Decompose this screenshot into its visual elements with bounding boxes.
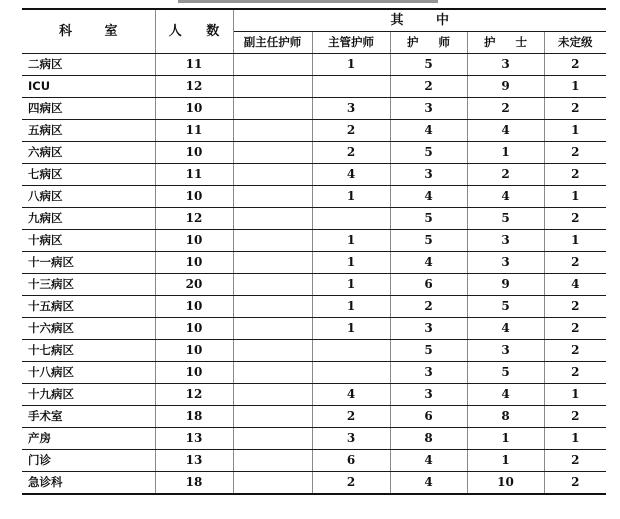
header-unrated: 未定级 — [544, 32, 606, 54]
cell-supervisor: 3 — [312, 98, 390, 120]
cell-dept: 十三病区 — [22, 274, 155, 296]
cell-count: 11 — [155, 120, 233, 142]
cell-unrated: 4 — [544, 274, 606, 296]
cell-deputy-chief — [233, 384, 312, 406]
cell-unrated: 2 — [544, 142, 606, 164]
cell-nurse: 4 — [467, 186, 544, 208]
table-row — [22, 120, 606, 142]
cell-nurse: 9 — [467, 76, 544, 98]
cell-unrated: 2 — [544, 252, 606, 274]
cell-dept: 二病区 — [22, 54, 155, 76]
cell-count: 10 — [155, 142, 233, 164]
cell-supervisor: 1 — [312, 318, 390, 340]
cell-supervisor: 1 — [312, 186, 390, 208]
table-row — [22, 384, 606, 406]
table-row — [22, 274, 606, 296]
cell-unrated: 2 — [544, 98, 606, 120]
cell-dept: 手术室 — [22, 406, 155, 428]
cell-supervisor: 1 — [312, 274, 390, 296]
table-row — [22, 296, 606, 318]
cell-nurse-practitioner: 4 — [390, 120, 467, 142]
cell-deputy-chief — [233, 274, 312, 296]
cell-dept: 十七病区 — [22, 340, 155, 362]
cell-deputy-chief — [233, 164, 312, 186]
header-nurse: 护 士 — [467, 32, 544, 54]
cell-unrated: 2 — [544, 164, 606, 186]
cell-nurse-practitioner: 5 — [390, 142, 467, 164]
cell-supervisor — [312, 76, 390, 98]
cell-nurse: 1 — [467, 428, 544, 450]
table-header — [22, 9, 606, 54]
cell-unrated: 2 — [544, 296, 606, 318]
cell-nurse: 4 — [467, 120, 544, 142]
header-dept: 科 室 — [22, 9, 155, 54]
cell-nurse-practitioner: 5 — [390, 230, 467, 252]
cell-count: 11 — [155, 164, 233, 186]
cell-nurse-practitioner: 3 — [390, 318, 467, 340]
cell-unrated: 2 — [544, 362, 606, 384]
cell-dept: 十六病区 — [22, 318, 155, 340]
cell-count: 12 — [155, 384, 233, 406]
cell-nurse-practitioner: 3 — [390, 362, 467, 384]
table-row — [22, 406, 606, 428]
cell-nurse: 8 — [467, 406, 544, 428]
cell-dept: 门诊 — [22, 450, 155, 472]
cell-count: 12 — [155, 76, 233, 98]
cell-unrated: 2 — [544, 472, 606, 495]
cell-count: 10 — [155, 318, 233, 340]
cell-count: 10 — [155, 362, 233, 384]
cell-deputy-chief — [233, 230, 312, 252]
cell-deputy-chief — [233, 120, 312, 142]
cell-deputy-chief — [233, 340, 312, 362]
table-row — [22, 164, 606, 186]
cell-deputy-chief — [233, 362, 312, 384]
cell-nurse-practitioner: 4 — [390, 450, 467, 472]
cell-dept: 八病区 — [22, 186, 155, 208]
cell-unrated: 2 — [544, 54, 606, 76]
cell-nurse: 2 — [467, 164, 544, 186]
cell-supervisor: 2 — [312, 472, 390, 495]
cell-unrated: 1 — [544, 428, 606, 450]
cell-count: 10 — [155, 252, 233, 274]
table-row — [22, 428, 606, 450]
cell-unrated: 1 — [544, 76, 606, 98]
cell-supervisor — [312, 362, 390, 384]
cell-nurse-practitioner: 4 — [390, 186, 467, 208]
table-row — [22, 362, 606, 384]
table-body — [22, 54, 606, 495]
cell-supervisor: 1 — [312, 230, 390, 252]
cell-count: 10 — [155, 340, 233, 362]
cell-nurse-practitioner: 5 — [390, 54, 467, 76]
header-supervisor: 主管护师 — [312, 32, 390, 54]
cell-nurse-practitioner: 6 — [390, 406, 467, 428]
cell-supervisor: 2 — [312, 120, 390, 142]
cell-nurse: 5 — [467, 296, 544, 318]
cell-dept: 十五病区 — [22, 296, 155, 318]
cell-nurse-practitioner: 3 — [390, 384, 467, 406]
cell-unrated: 2 — [544, 318, 606, 340]
cell-dept: 七病区 — [22, 164, 155, 186]
cell-nurse: 4 — [467, 318, 544, 340]
cell-nurse: 5 — [467, 208, 544, 230]
cell-supervisor — [312, 340, 390, 362]
table-row — [22, 54, 606, 76]
cell-supervisor: 2 — [312, 406, 390, 428]
cell-unrated: 2 — [544, 450, 606, 472]
table-row — [22, 318, 606, 340]
cell-deputy-chief — [233, 318, 312, 340]
cell-nurse-practitioner: 4 — [390, 252, 467, 274]
cell-nurse-practitioner: 2 — [390, 296, 467, 318]
cell-dept: 急诊科 — [22, 472, 155, 495]
cell-nurse-practitioner: 5 — [390, 208, 467, 230]
cell-supervisor — [312, 208, 390, 230]
cell-nurse-practitioner: 5 — [390, 340, 467, 362]
cell-dept: 十病区 — [22, 230, 155, 252]
cell-unrated: 1 — [544, 230, 606, 252]
cell-count: 13 — [155, 428, 233, 450]
cell-nurse-practitioner: 4 — [390, 472, 467, 495]
cell-supervisor: 1 — [312, 296, 390, 318]
cell-deputy-chief — [233, 54, 312, 76]
cell-dept: 四病区 — [22, 98, 155, 120]
cell-supervisor: 3 — [312, 428, 390, 450]
table-row — [22, 230, 606, 252]
cell-count: 10 — [155, 98, 233, 120]
table-row — [22, 472, 606, 495]
cell-nurse: 5 — [467, 362, 544, 384]
cropped-caption-strip — [178, 0, 438, 3]
nursing-staff-table — [22, 8, 606, 495]
cell-nurse: 9 — [467, 274, 544, 296]
cell-nurse: 2 — [467, 98, 544, 120]
cell-deputy-chief — [233, 296, 312, 318]
cell-count: 10 — [155, 230, 233, 252]
cell-deputy-chief — [233, 252, 312, 274]
cell-count: 11 — [155, 54, 233, 76]
cell-count: 12 — [155, 208, 233, 230]
cell-count: 18 — [155, 472, 233, 495]
cell-unrated: 1 — [544, 186, 606, 208]
cell-supervisor: 2 — [312, 142, 390, 164]
cell-nurse: 4 — [467, 384, 544, 406]
table-row — [22, 186, 606, 208]
cell-count: 18 — [155, 406, 233, 428]
table-row — [22, 76, 606, 98]
cell-supervisor: 1 — [312, 252, 390, 274]
cell-deputy-chief — [233, 76, 312, 98]
cell-dept: 产房 — [22, 428, 155, 450]
table-row — [22, 98, 606, 120]
cell-deputy-chief — [233, 428, 312, 450]
cell-dept: 十八病区 — [22, 362, 155, 384]
cell-deputy-chief — [233, 406, 312, 428]
cell-deputy-chief — [233, 186, 312, 208]
table-row — [22, 450, 606, 472]
cell-supervisor: 4 — [312, 384, 390, 406]
table-row — [22, 208, 606, 230]
table-row — [22, 142, 606, 164]
cell-nurse: 1 — [467, 450, 544, 472]
cell-dept: 十一病区 — [22, 252, 155, 274]
cell-nurse-practitioner: 6 — [390, 274, 467, 296]
cell-count: 20 — [155, 274, 233, 296]
cell-nurse: 3 — [467, 230, 544, 252]
cell-count: 10 — [155, 296, 233, 318]
cell-deputy-chief — [233, 450, 312, 472]
cell-nurse: 1 — [467, 142, 544, 164]
cell-nurse-practitioner: 8 — [390, 428, 467, 450]
header-nurse-practitioner: 护 师 — [390, 32, 467, 54]
cell-dept: 十九病区 — [22, 384, 155, 406]
cell-supervisor: 6 — [312, 450, 390, 472]
cell-supervisor: 1 — [312, 54, 390, 76]
cell-count: 10 — [155, 186, 233, 208]
cell-dept: ICU — [22, 76, 155, 98]
cell-nurse-practitioner: 3 — [390, 164, 467, 186]
cell-nurse: 3 — [467, 252, 544, 274]
cell-deputy-chief — [233, 208, 312, 230]
cell-nurse: 3 — [467, 340, 544, 362]
cell-unrated: 1 — [544, 384, 606, 406]
cell-nurse-practitioner: 3 — [390, 98, 467, 120]
cell-supervisor: 4 — [312, 164, 390, 186]
cell-nurse: 3 — [467, 54, 544, 76]
cell-nurse-practitioner: 2 — [390, 76, 467, 98]
cell-deputy-chief — [233, 98, 312, 120]
cell-unrated: 1 — [544, 120, 606, 142]
cell-nurse: 10 — [467, 472, 544, 495]
cell-deputy-chief — [233, 142, 312, 164]
header-row-main — [22, 9, 606, 32]
table-row — [22, 340, 606, 362]
cell-dept: 九病区 — [22, 208, 155, 230]
header-deputy-chief: 副主任护师 — [233, 32, 312, 54]
table-row — [22, 252, 606, 274]
cell-deputy-chief — [233, 472, 312, 495]
cell-count: 13 — [155, 450, 233, 472]
cell-unrated: 2 — [544, 340, 606, 362]
header-count: 人 数 — [155, 9, 233, 54]
cell-unrated: 2 — [544, 208, 606, 230]
cell-dept: 六病区 — [22, 142, 155, 164]
header-group: 其 中 — [233, 9, 606, 32]
cell-dept: 五病区 — [22, 120, 155, 142]
cell-unrated: 2 — [544, 406, 606, 428]
